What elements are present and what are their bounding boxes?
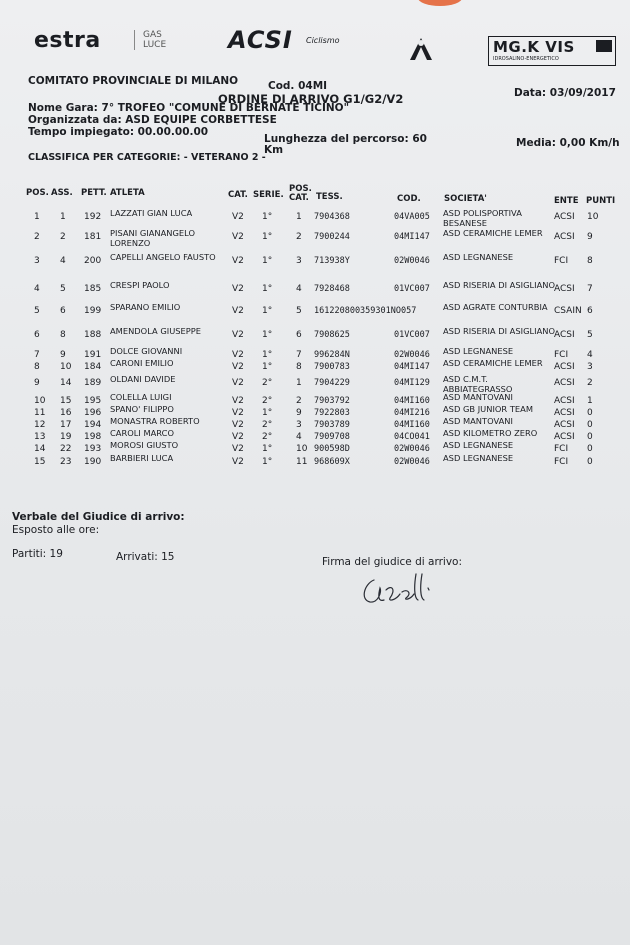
- cell-cat: V2: [232, 457, 244, 467]
- cell-pett: 181: [84, 232, 102, 242]
- cell-pos: 7: [34, 350, 40, 360]
- cell-societa: ASD MANTOVANI: [443, 392, 513, 402]
- cell-poscat: 6: [296, 330, 302, 340]
- cell-atleta: CARONI EMILIO: [110, 358, 174, 368]
- cell-ente: ACSI: [554, 232, 575, 242]
- cell-ente: FCI: [554, 256, 569, 266]
- acsi-logo: ACSI: [228, 26, 293, 54]
- cell-pos: 8: [34, 362, 40, 372]
- col-societa: SOCIETA': [444, 194, 487, 204]
- cell-societa: ASD GB JUNIOR TEAM: [443, 404, 533, 414]
- cell-ass: 4: [60, 256, 66, 266]
- esposto-label: Esposto alle ore:: [12, 524, 100, 536]
- cell-ente: ACSI: [554, 330, 575, 340]
- cell-societa: ASD LEGNANESE: [443, 453, 514, 463]
- cell-serie: 1°: [262, 256, 273, 266]
- partiti-label: Partiti: 19: [12, 548, 63, 560]
- cell-ass: 19: [60, 432, 72, 442]
- cell-pett: 196: [84, 408, 102, 418]
- cell-serie: 1°: [262, 232, 273, 242]
- cell-ass: 6: [60, 306, 66, 316]
- cell-atleta: AMENDOLA GIUSEPPE: [110, 326, 202, 336]
- cell-atleta: CRESPI PAOLO: [110, 280, 170, 290]
- cell-serie: 1°: [262, 330, 273, 340]
- cell-cod: 04MI147: [394, 232, 430, 242]
- cell-cod: 04CO041: [394, 432, 430, 442]
- tempo-label: Tempo impiegato: 00.00.00.00: [28, 126, 209, 138]
- cell-ass: 2: [60, 232, 66, 242]
- col-ente: ENTE: [554, 196, 579, 206]
- cell-punti: 3: [587, 362, 593, 372]
- cell-pett: 184: [84, 362, 102, 372]
- cell-societa: ASD POLISPORTIVA BESANESE: [443, 208, 522, 228]
- arrivati-label: Arrivati: 15: [116, 551, 175, 563]
- cell-punti: 2: [587, 378, 593, 388]
- km-label: Km: [264, 144, 284, 156]
- cell-cod: 04VA005: [394, 212, 430, 222]
- cell-atleta: MOROSI GIUSTO: [110, 440, 179, 450]
- cell-pett: 198: [84, 432, 102, 442]
- col-punti: PUNTI: [586, 196, 616, 206]
- date-label: Data: 03/09/2017: [514, 87, 616, 99]
- cell-tess: 7909708: [314, 432, 350, 442]
- cell-ente: CSAIN: [554, 306, 582, 316]
- cell-ass: 16: [60, 408, 72, 418]
- cell-ass: 22: [60, 444, 72, 454]
- cell-serie: 1°: [262, 212, 273, 222]
- cell-ente: ACSI: [554, 432, 575, 442]
- cell-tess: 713938Y: [314, 256, 350, 266]
- cell-punti: 0: [587, 408, 593, 418]
- cell-poscat: 4: [296, 432, 302, 442]
- orange-object: [418, 0, 462, 6]
- mgk-vis-logo: MG.K VIS IDROSALINO-ENERGETICO: [488, 36, 616, 66]
- cell-pett: 191: [84, 350, 102, 360]
- cell-ass: 14: [60, 378, 72, 388]
- cell-societa: ASD KILOMETRO ZERO: [443, 428, 538, 438]
- cell-poscat: 4: [296, 284, 302, 294]
- cell-punti: 6: [587, 306, 593, 316]
- cell-serie: 1°: [262, 362, 273, 372]
- cell-poscat: 7: [296, 350, 302, 360]
- cell-serie: 1°: [262, 408, 273, 418]
- judge-signature: [356, 570, 452, 610]
- cell-punti: 0: [587, 432, 593, 442]
- cell-punti: 0: [587, 444, 593, 454]
- cell-ente: ACSI: [554, 362, 575, 372]
- cell-ass: 10: [60, 362, 72, 372]
- cell-cod: 04MI216: [394, 408, 430, 418]
- cell-poscat: 11: [296, 457, 308, 467]
- cell-cod: 01VC007: [394, 284, 430, 294]
- comitato-label: COMITATO PROVINCIALE DI MILANO: [28, 75, 239, 87]
- cell-tess: 7903789: [314, 420, 350, 430]
- cell-tess: 7900783: [314, 362, 350, 372]
- cell-poscat: 1: [296, 212, 302, 222]
- cell-punti: 0: [587, 457, 593, 467]
- cell-serie: 2°: [262, 432, 273, 442]
- cell-poscat: 10: [296, 444, 308, 454]
- cell-punti: 10: [587, 212, 599, 222]
- media-label: Media: 0,00 Km/h: [516, 137, 620, 149]
- cell-atleta: SPANO' FILIPPO: [110, 404, 174, 414]
- cell-punti: 4: [587, 350, 593, 360]
- cell-poscat: 3: [296, 420, 302, 430]
- cell-serie: 2°: [262, 396, 273, 406]
- col-cat: CAT.: [228, 190, 248, 200]
- cell-ente: ACSI: [554, 284, 575, 294]
- cell-pett: 190: [84, 457, 102, 467]
- cell-pett: 199: [84, 306, 102, 316]
- cell-cod: 04MI129: [394, 378, 430, 388]
- cell-serie: 2°: [262, 420, 273, 430]
- cell-cat: V2: [232, 284, 244, 294]
- cell-cat: V2: [232, 306, 244, 316]
- acsi-ciclismo-label: Ciclismo: [306, 36, 340, 45]
- lunghezza-label: Lunghezza del percorso: 60: [264, 133, 427, 145]
- cell-cat: V2: [232, 378, 244, 388]
- cell-pett: 188: [84, 330, 102, 340]
- cell-societa: ASD LEGNANESE: [443, 346, 514, 356]
- cell-pos: 12: [34, 420, 46, 430]
- cell-cat: V2: [232, 362, 244, 372]
- col-poscat: POS. CAT.: [289, 184, 312, 203]
- cell-atleta: BARBIERI LUCA: [110, 453, 174, 463]
- cell-pos: 9: [34, 378, 40, 388]
- cell-poscat: 1: [296, 378, 302, 388]
- cell-poscat: 5: [296, 306, 302, 316]
- cell-cat: V2: [232, 396, 244, 406]
- cell-cat: V2: [232, 330, 244, 340]
- cell-cat: V2: [232, 212, 244, 222]
- cell-societa: ASD AGRATE CONTURBIA: [443, 302, 548, 312]
- cell-ass: 23: [60, 457, 72, 467]
- cell-cat: V2: [232, 444, 244, 454]
- estra-logo: estra: [34, 28, 101, 53]
- cell-atleta: MONASTRA ROBERTO: [110, 416, 200, 426]
- cell-atleta: OLDANI DAVIDE: [110, 374, 176, 384]
- cell-punti: 1: [587, 396, 593, 406]
- cell-pos: 1: [34, 212, 40, 222]
- cell-tess: 7904229: [314, 378, 350, 388]
- cell-tess: 7908625: [314, 330, 350, 340]
- cell-societa: ASD LEGNANESE: [443, 252, 514, 262]
- cell-cod: 02W0046: [394, 457, 430, 467]
- cell-societa: ASD CERAMICHE LEMER: [443, 358, 543, 368]
- cell-atleta: LAZZATI GIAN LUCA: [110, 208, 193, 218]
- cell-poscat: 9: [296, 408, 302, 418]
- cell-atleta: COLELLA LUIGI: [110, 392, 172, 402]
- cell-punti: 0: [587, 420, 593, 430]
- cell-ente: ACSI: [554, 378, 575, 388]
- classifica-label: CLASSIFICA PER CATEGORIE: - VETERANO 2 -: [28, 152, 266, 163]
- cell-pos: 5: [34, 306, 40, 316]
- cell-atleta: DOLCE GIOVANNI: [110, 346, 183, 356]
- cell-cod: 04MI160: [394, 420, 430, 430]
- cell-tess: 7928468: [314, 284, 350, 294]
- cell-pos: 2: [34, 232, 40, 242]
- cell-ass: 17: [60, 420, 72, 430]
- cell-cod: 02W0046: [394, 444, 430, 454]
- cell-tess: 7904368: [314, 212, 350, 222]
- cell-ente: FCI: [554, 350, 569, 360]
- cell-atleta: CAPELLI ANGELO FAUSTO: [110, 252, 216, 262]
- cell-ass: 15: [60, 396, 72, 406]
- cell-pos: 15: [34, 457, 46, 467]
- verbale-label: Verbale del Giudice di arrivo:: [12, 511, 185, 523]
- cell-serie: 1°: [262, 350, 273, 360]
- cell-pett: 185: [84, 284, 102, 294]
- cell-tess: 7922803: [314, 408, 350, 418]
- cell-tess: 996284N: [314, 350, 350, 360]
- cell-pett: 192: [84, 212, 102, 222]
- col-serie: SERIE.: [253, 190, 284, 200]
- cell-tess: 900598D: [314, 444, 350, 454]
- cell-cod: 01VC007: [394, 330, 430, 340]
- cell-societa: ASD RISERIA DI ASIGLIANO: [443, 280, 555, 290]
- cell-punti: 5: [587, 330, 593, 340]
- cell-poscat: 2: [296, 232, 302, 242]
- cell-cat: V2: [232, 420, 244, 430]
- organizzata-label: Organizzata da: ASD EQUIPE CORBETTESE: [28, 114, 277, 126]
- cell-tess: 968609X: [314, 457, 350, 467]
- cell-pett: 195: [84, 396, 102, 406]
- emblem-icon: [406, 34, 436, 64]
- cell-tess: 161220800359301NO057: [314, 306, 417, 316]
- cell-serie: 1°: [262, 284, 273, 294]
- nome-gara-label: Nome Gara: 7° TROFEO "COMUNE DI BERNATE TICINO": [28, 102, 350, 114]
- cell-ente: FCI: [554, 444, 569, 454]
- cell-cat: V2: [232, 256, 244, 266]
- cell-pos: 4: [34, 284, 40, 294]
- cell-poscat: 2: [296, 396, 302, 406]
- cod-label: Cod. 04MI: [268, 80, 328, 92]
- cell-ass: 5: [60, 284, 66, 294]
- cell-pett: 193: [84, 444, 102, 454]
- cell-pett: 200: [84, 256, 102, 266]
- cell-pos: 6: [34, 330, 40, 340]
- cell-pett: 194: [84, 420, 102, 430]
- cell-pos: 11: [34, 408, 46, 418]
- cell-societa: ASD CERAMICHE LEMER: [443, 228, 543, 238]
- cell-tess: 7900244: [314, 232, 350, 242]
- cell-atleta: CAROLI MARCO: [110, 428, 174, 438]
- cell-serie: 1°: [262, 306, 273, 316]
- cell-societa: ASD LEGNANESE: [443, 440, 514, 450]
- cell-cod: 04MI160: [394, 396, 430, 406]
- cell-cat: V2: [232, 408, 244, 418]
- cell-pett: 189: [84, 378, 102, 388]
- cell-ente: ACSI: [554, 212, 575, 222]
- cell-ente: ACSI: [554, 420, 575, 430]
- cell-ass: 8: [60, 330, 66, 340]
- cell-poscat: 3: [296, 256, 302, 266]
- cell-ente: FCI: [554, 457, 569, 467]
- col-cod: COD.: [397, 194, 421, 204]
- cell-cat: V2: [232, 350, 244, 360]
- cell-societa: ASD C.M.T. ABBIATEGRASSO: [443, 374, 513, 394]
- page-title: ORDINE DI ARRIVO G1/G2/V2: [218, 92, 404, 106]
- cell-punti: 9: [587, 232, 593, 242]
- cell-ente: ACSI: [554, 396, 575, 406]
- cell-pos: 3: [34, 256, 40, 266]
- col-atleta: ATLETA: [110, 188, 145, 198]
- cell-cod: 04MI147: [394, 362, 430, 372]
- col-tess: TESS.: [316, 192, 343, 202]
- cell-punti: 8: [587, 256, 593, 266]
- cell-punti: 7: [587, 284, 593, 294]
- col-pett: PETT.: [81, 188, 107, 198]
- cell-atleta: SPARANO EMILIO: [110, 302, 181, 312]
- cell-pos: 10: [34, 396, 46, 406]
- cell-pos: 14: [34, 444, 46, 454]
- cell-societa: ASD MANTOVANI: [443, 416, 513, 426]
- col-ass: ASS.: [51, 188, 73, 198]
- cell-tess: 7903792: [314, 396, 350, 406]
- cell-cat: V2: [232, 432, 244, 442]
- cell-cod: 02W0046: [394, 256, 430, 266]
- cell-poscat: 8: [296, 362, 302, 372]
- gas-luce-logo: GAS LUCE: [134, 30, 166, 50]
- cell-serie: 2°: [262, 378, 273, 388]
- cell-societa: ASD RISERIA DI ASIGLIANO: [443, 326, 555, 336]
- cell-cat: V2: [232, 232, 244, 242]
- col-pos: POS.: [26, 188, 49, 198]
- firma-label: Firma del giudice di arrivo:: [322, 556, 462, 568]
- cell-ente: ACSI: [554, 408, 575, 418]
- cell-pos: 13: [34, 432, 46, 442]
- cell-cod: 02W0046: [394, 350, 430, 360]
- cell-atleta: PISANI GIANANGELO LORENZO: [110, 228, 196, 248]
- cell-ass: 1: [60, 212, 66, 222]
- cell-ass: 9: [60, 350, 66, 360]
- cell-serie: 1°: [262, 444, 273, 454]
- cell-serie: 1°: [262, 457, 273, 467]
